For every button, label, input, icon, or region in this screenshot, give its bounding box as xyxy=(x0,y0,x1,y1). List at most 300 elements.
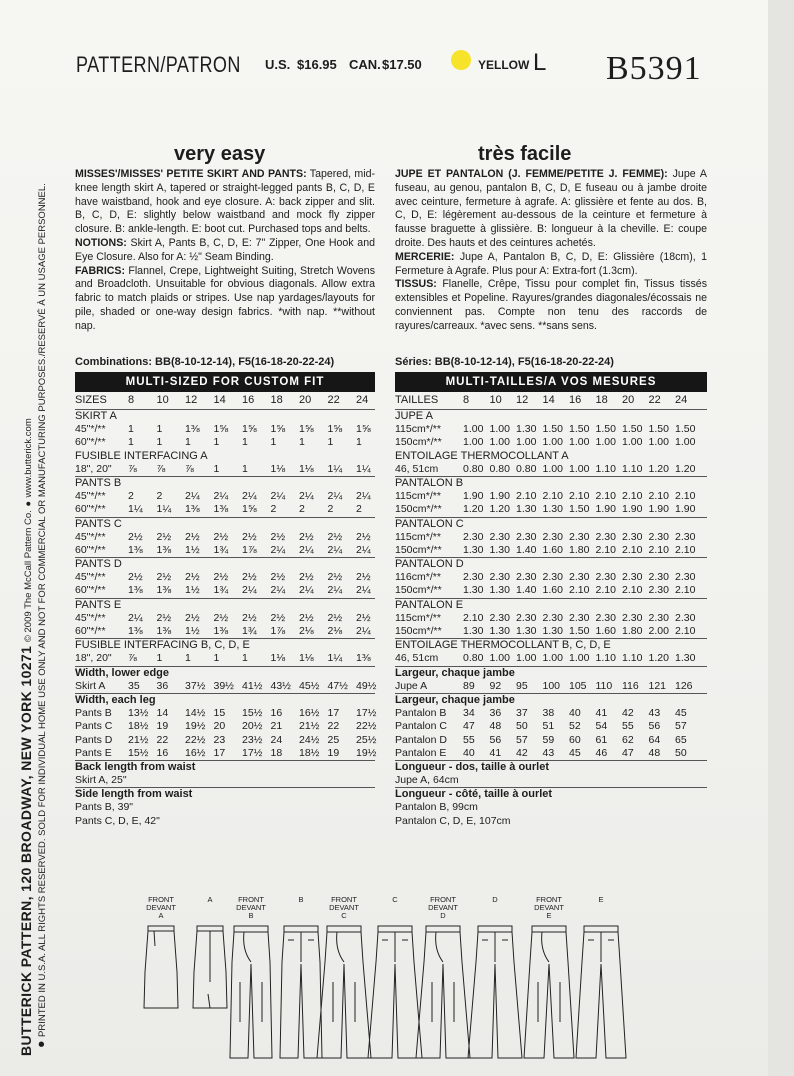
desc-title-fr: JUPE ET PANTALON (J. FEMME/PETITE J. FEMME): xyxy=(395,168,668,180)
french-value-cell: 56 xyxy=(489,733,502,746)
french-value-cell: 37 xyxy=(516,707,528,720)
english-value-cell: 2¼ xyxy=(356,543,371,556)
english-row-label: Width, lower edge xyxy=(75,666,170,679)
french-row-label: PANTALON B xyxy=(395,476,464,489)
english-value-cell: 15½ xyxy=(242,707,263,720)
view-label xyxy=(568,896,634,922)
french-row-label: 46, 51cm xyxy=(395,652,439,665)
french-value-cell: 89 xyxy=(463,679,475,692)
desc-title-en: MISSES'/MISSES' PETITE SKIRT AND PANTS: xyxy=(75,168,307,180)
french-value-cell: 92 xyxy=(489,679,502,692)
english-value-cell: 2½ xyxy=(327,530,343,543)
french-value-cell: 2.30 xyxy=(569,530,590,543)
english-value-cell: 45½ xyxy=(299,679,320,692)
english-value-cell: 14½ xyxy=(185,707,206,720)
english-value-cell: 1 xyxy=(213,462,220,475)
french-value-cell: 1.40 xyxy=(516,584,537,597)
english-value-cell: 1⅝ xyxy=(242,503,257,516)
english-size-cell: 18 xyxy=(270,394,283,406)
french-value-cell: 1.30 xyxy=(516,625,537,637)
english-value-cell: 2⅛ xyxy=(327,625,343,637)
french-value-cell: 1.60 xyxy=(542,543,563,556)
french-table-section xyxy=(395,599,707,612)
english-value-cell: 1 xyxy=(128,436,134,449)
english-row-label: Pants B xyxy=(75,707,112,720)
view-caption: FRONT DEVANT xyxy=(236,895,266,912)
english-value-cell: 1⅜ xyxy=(156,543,172,556)
french-value-cell: 2.30 xyxy=(542,611,563,624)
english-row-label: 45"*/** xyxy=(75,571,106,584)
english-row-label: 60"*/** xyxy=(75,436,106,449)
english-row-label: Side length from waist xyxy=(75,788,193,801)
bullet-icon: ● xyxy=(34,1040,48,1048)
view-caption: FRONT DEVANT xyxy=(534,895,564,912)
desc-text-en: Tapered, mid-knee length skirt A, tapered or straight-legged pants B, C, D, E have waistband, hook and eye closure. A: back zipper and slit. B, C, D, E: slightly below waistband and mock fly zipper closure. B: ankle-length. E: boot cut. Purchased tops and belts. xyxy=(75,168,375,236)
english-value-cell: 2½ xyxy=(156,611,172,624)
english-table-section xyxy=(75,558,375,571)
notions-title-en: NOTIONS: xyxy=(75,236,127,249)
french-value-cell: 2.30 xyxy=(595,611,616,624)
english-table-row xyxy=(75,463,375,477)
english-value-cell: ⅞ xyxy=(185,462,194,475)
english-value-cell: 1⅜ xyxy=(128,584,143,597)
english-row-label: 45"*/** xyxy=(75,530,106,543)
table-title-fr: MULTI-TAILLES/A VOS MESURES xyxy=(395,372,707,392)
french-value-cell: 2.10 xyxy=(648,543,669,556)
french-value-cell: 60 xyxy=(569,733,581,746)
yardage-table-en xyxy=(75,394,375,828)
french-row-label: 150cm*/** xyxy=(395,625,442,637)
french-row-label: PANTALON E xyxy=(395,598,464,611)
french-value-cell: 121 xyxy=(648,679,667,692)
combinations-en: Combinations: BB(8-10-12-14), F5(16-18-20-22-24) xyxy=(75,356,335,368)
english-value-cell: 1⅞ xyxy=(270,625,286,637)
english-value-cell: 2¼ xyxy=(327,543,343,556)
french-value-cell: 1.10 xyxy=(595,652,616,665)
french-value-cell: 1.80 xyxy=(622,625,643,637)
french-value-cell: 0.80 xyxy=(516,462,537,475)
english-value-cell: 2¼ xyxy=(356,490,371,503)
english-value-cell: 2½ xyxy=(156,571,172,584)
french-value-cell: 2.00 xyxy=(648,625,669,637)
french-table-row xyxy=(395,734,707,747)
french-row-label: PANTALON D xyxy=(395,558,464,571)
english-value-cell: 21 xyxy=(270,720,283,733)
english-value-cell: 24½ xyxy=(299,733,320,746)
english-value-cell: 2½ xyxy=(356,611,371,624)
french-table-row xyxy=(395,747,707,761)
english-value-cell: 13½ xyxy=(128,707,149,720)
english-value-cell: 1⅜ xyxy=(156,625,172,637)
french-value-cell: 2.30 xyxy=(622,571,643,584)
english-size-cell: 12 xyxy=(185,394,198,406)
english-value-cell: 22 xyxy=(156,733,169,746)
english-value-cell: 2½ xyxy=(156,530,172,543)
french-value-cell: 64 xyxy=(648,733,661,746)
english-row-label: PANTS E xyxy=(75,598,122,611)
english-value-cell: 16½ xyxy=(299,707,320,720)
english-value-cell: 35 xyxy=(128,679,140,692)
pattern-number: B5391 xyxy=(606,50,702,87)
english-value-cell: 1⅝ xyxy=(356,423,371,436)
english-value-cell: 1 xyxy=(242,652,248,665)
english-row-label: Width, each leg xyxy=(75,693,156,706)
french-row-label: ENTOILAGE THERMOCOLLANT B, C, D, E xyxy=(395,639,611,652)
french-value-cell: 1.20 xyxy=(648,462,669,475)
french-value-cell: 1.00 xyxy=(569,436,590,449)
french-value-cell: 1.00 xyxy=(595,436,616,449)
view-letter: C xyxy=(341,911,347,920)
english-value-cell: 1 xyxy=(213,436,220,449)
view-letter: D xyxy=(440,911,446,920)
english-value-cell: 1⅜ xyxy=(213,625,229,637)
french-value-cell: 45 xyxy=(569,746,581,759)
english-table-section xyxy=(75,788,375,801)
combinations-fr: Séries: BB(8-10-12-14), F5(16-18-20-22-24) xyxy=(395,356,614,368)
english-size-cell: 16 xyxy=(242,394,255,406)
french-value-cell: 1.30 xyxy=(489,543,510,556)
french-value-cell: 56 xyxy=(648,720,661,733)
english-value-cell: 1½ xyxy=(185,543,200,556)
english-size-cell: 24 xyxy=(356,394,369,406)
french-value-cell: 1.20 xyxy=(489,503,510,516)
french-value-cell: 43 xyxy=(542,746,555,759)
french-value-cell: 1.30 xyxy=(542,503,563,516)
english-row-label: 60"*/** xyxy=(75,503,106,516)
french-table-row xyxy=(395,463,707,477)
english-table-section xyxy=(75,667,375,680)
french-value-cell: 1.30 xyxy=(542,625,563,637)
french-row-label: ENTOILAGE THERMOCOLLANT A xyxy=(395,449,569,462)
english-value-cell: 2½ xyxy=(299,611,314,624)
french-row-label: Pantalon D xyxy=(395,733,447,746)
english-size-cell: 20 xyxy=(299,394,312,406)
french-value-cell: 2.30 xyxy=(569,571,590,584)
english-value-cell: 2¼ xyxy=(270,584,286,597)
french-value-cell: 41 xyxy=(489,746,502,759)
english-value-cell: 1⅝ xyxy=(270,423,286,436)
english-value-cell: 2¼ xyxy=(242,584,257,597)
english-value-cell: 1¼ xyxy=(356,462,371,475)
french-value-cell: 116 xyxy=(622,679,639,692)
french-value-cell: 2.10 xyxy=(516,490,537,503)
french-value-cell: 1.00 xyxy=(489,423,510,436)
english-value-cell: 1 xyxy=(128,423,134,436)
english-table-row xyxy=(75,734,375,747)
french-value-cell: 2.10 xyxy=(675,490,696,503)
english-table-row xyxy=(75,652,375,666)
notions-text-fr: Jupe A, Pantalon B, C, D, E: Glissière (18cm), 1 Fermeture à Agrafe. Plus pour A: Extra-fort (1.3cm). xyxy=(395,250,707,277)
english-row-label: Pants E xyxy=(75,746,112,759)
french-value-cell: 105 xyxy=(569,679,587,692)
french-value-cell: 1.00 xyxy=(489,436,510,449)
french-table-row xyxy=(395,584,707,598)
english-value-cell: 2¼ xyxy=(270,543,286,556)
english-value-cell: 2 xyxy=(270,503,277,516)
english-value-cell: 2¼ xyxy=(299,543,314,556)
english-size-cell: 14 xyxy=(213,394,226,406)
french-row-label: Longueur - dos, taille à ourlet xyxy=(395,760,550,773)
french-value-cell: 2.10 xyxy=(675,543,696,556)
pants-drawing-icon xyxy=(568,922,634,1062)
english-value-cell: 16 xyxy=(156,746,169,759)
french-value-cell: 1.90 xyxy=(648,503,669,516)
french-row-label: JUPE A xyxy=(395,410,433,422)
pattern-label: PATTERN/PATRON xyxy=(76,52,241,77)
view-letter: E xyxy=(598,895,604,904)
english-value-cell: 49½ xyxy=(356,679,377,692)
french-row-label: 115cm*/** xyxy=(395,611,441,624)
english-value-cell: 22 xyxy=(327,720,340,733)
english-value-cell: 1⅛ xyxy=(270,652,286,665)
can-price: $17.50 xyxy=(382,57,422,72)
french-size-label: TAILLES xyxy=(395,394,439,406)
english-row-label: 60"*/** xyxy=(75,625,106,637)
english-value-cell: 16 xyxy=(270,707,283,720)
english-value-cell: 2½ xyxy=(128,571,143,584)
french-value-cell: 2.10 xyxy=(648,490,669,503)
french-value-cell: 41 xyxy=(595,707,608,720)
english-value-cell: 2 xyxy=(327,503,334,516)
english-table-row xyxy=(75,584,375,598)
english-value-cell: 1¾ xyxy=(213,584,229,597)
french-value-cell: 40 xyxy=(569,707,581,720)
english-value-cell: 1¼ xyxy=(156,503,172,516)
french-value-cell: 1.00 xyxy=(569,462,590,475)
english-value-cell: 18 xyxy=(270,746,283,759)
english-value-cell: 19 xyxy=(327,746,340,759)
french-value-cell: 55 xyxy=(622,720,634,733)
english-value-cell: 21½ xyxy=(128,733,149,746)
french-value-cell: 2.30 xyxy=(463,571,484,584)
english-value-cell: 1⅜ xyxy=(156,584,172,597)
english-size-cell: 8 xyxy=(128,394,135,406)
english-value-cell: ⅞ xyxy=(156,462,166,475)
french-value-cell: 1.50 xyxy=(542,423,563,436)
french-value-cell: 48 xyxy=(648,746,661,759)
english-row-label: Pants C, D, E, 42" xyxy=(75,814,160,827)
english-value-cell: 2½ xyxy=(185,571,200,584)
english-table-section xyxy=(75,761,375,774)
french-value-cell: 2.30 xyxy=(595,571,616,584)
english-value-cell: 1 xyxy=(242,436,248,449)
english-value-cell: 1⅜ xyxy=(213,503,229,516)
english-value-cell: 2 xyxy=(356,503,362,516)
english-value-cell: 1 xyxy=(299,436,305,449)
english-table-section xyxy=(75,639,375,652)
view-caption: FRONT DEVANT xyxy=(146,895,176,912)
french-value-cell: 1.90 xyxy=(489,490,510,503)
english-row-label: 60"*/** xyxy=(75,584,106,597)
english-value-cell: 2¼ xyxy=(270,490,286,503)
french-value-cell: 1.00 xyxy=(648,436,669,449)
french-table-section xyxy=(395,667,707,680)
english-table-section xyxy=(75,599,375,612)
french-value-cell: 1.00 xyxy=(675,436,696,449)
french-table-row xyxy=(395,720,707,733)
french-value-cell: 59 xyxy=(542,733,555,746)
view-letter: C xyxy=(392,895,398,904)
french-value-cell: 2.30 xyxy=(648,530,669,543)
english-value-cell: 1⅛ xyxy=(270,462,286,475)
french-row-label: 115cm*/** xyxy=(395,490,441,503)
notions-title-fr: MERCERIE: xyxy=(395,250,455,263)
english-value-cell: 2½ xyxy=(356,530,371,543)
us-label: U.S. xyxy=(265,57,291,72)
english-table-section xyxy=(75,410,375,423)
french-value-cell: 57 xyxy=(516,733,528,746)
french-value-cell: 2.30 xyxy=(675,611,696,624)
french-table-row xyxy=(395,503,707,517)
french-table-section xyxy=(395,788,707,801)
english-value-cell: 2¼ xyxy=(356,625,371,637)
english-row-label: PANTS D xyxy=(75,558,122,571)
english-value-cell: 17 xyxy=(213,746,226,759)
french-size-cell: 18 xyxy=(595,394,608,406)
english-value-cell: 1¾ xyxy=(213,543,229,556)
english-value-cell: 2¼ xyxy=(299,584,314,597)
english-value-cell: 2¼ xyxy=(213,490,229,503)
side-imprint xyxy=(34,183,48,1048)
french-value-cell: 1.30 xyxy=(489,625,510,637)
french-table-row xyxy=(395,625,707,639)
french-table-section xyxy=(395,410,707,423)
french-value-cell: 2.30 xyxy=(542,571,563,584)
english-value-cell: 18½ xyxy=(128,720,149,733)
french-value-cell: 1.50 xyxy=(622,423,643,436)
english-value-cell: 1⅛ xyxy=(299,652,314,665)
yardage-table-fr xyxy=(395,394,707,828)
french-size-cell: 8 xyxy=(463,394,470,406)
french-value-cell: 1.20 xyxy=(675,462,696,475)
french-table-section xyxy=(395,518,707,531)
french-value-cell: 1.30 xyxy=(463,543,484,556)
french-row-label: Pantalon C xyxy=(395,720,447,733)
french-size-cell: 22 xyxy=(648,394,661,406)
french-value-cell: 2.10 xyxy=(463,611,484,624)
bullet-icon: ● xyxy=(23,500,34,507)
english-value-cell: 2¼ xyxy=(128,611,143,624)
english-value-cell: 19 xyxy=(156,720,169,733)
english-value-cell: 2¼ xyxy=(327,490,343,503)
english-value-cell: 17 xyxy=(327,707,340,720)
english-table-row xyxy=(75,625,375,639)
french-value-cell: 2.30 xyxy=(516,530,537,543)
english-row-label: Pants D xyxy=(75,733,113,746)
fabrics-title-fr: TISSUS: xyxy=(395,278,437,291)
english-value-cell: 22½ xyxy=(185,733,206,746)
english-value-cell: 21½ xyxy=(299,720,320,733)
english-value-cell: 2½ xyxy=(242,571,257,584)
french-value-cell: 51 xyxy=(542,720,555,733)
english-row-label: Skirt A xyxy=(75,679,106,692)
english-value-cell: 2¼ xyxy=(185,490,200,503)
french-row-label: 115cm*/** xyxy=(395,530,441,543)
french-value-cell: 0.80 xyxy=(489,462,510,475)
french-size-cell: 20 xyxy=(622,394,635,406)
english-row-label: FUSIBLE INTERFACING A xyxy=(75,449,208,462)
fabrics-text-fr: Flanelle, Crêpe, Tissu pour complet fin, Tissus tissés extensibles et Popeline. Rayures/grandes diagonales/écossais ne conviennent pas. Compte non tenu des raccords de rayures/carreaux. *avec sens. **sans sens. xyxy=(395,278,707,332)
english-value-cell: 2½ xyxy=(327,571,343,584)
english-value-cell: 39½ xyxy=(213,679,234,692)
french-value-cell: 1.90 xyxy=(622,503,643,516)
french-value-cell: 52 xyxy=(569,720,581,733)
english-value-cell: 15 xyxy=(213,707,226,720)
english-value-cell: 2½ xyxy=(213,571,229,584)
french-value-cell: 55 xyxy=(463,733,475,746)
english-table-section xyxy=(75,518,375,531)
english-value-cell: 2½ xyxy=(242,530,257,543)
english-value-cell: 17½ xyxy=(356,707,377,720)
french-row-label: Largeur, chaque jambe xyxy=(395,693,515,706)
english-value-cell: 1⅝ xyxy=(327,423,343,436)
english-value-cell: 36 xyxy=(156,679,169,692)
french-value-cell: 48 xyxy=(489,720,502,733)
english-value-cell: 2½ xyxy=(185,611,200,624)
french-value-cell: 1.30 xyxy=(675,652,696,665)
english-value-cell: 1¾ xyxy=(242,625,257,637)
english-table-row xyxy=(75,612,375,625)
french-row-label: Pantalon B, 99cm xyxy=(395,801,478,814)
french-value-cell: 1.30 xyxy=(516,423,537,436)
english-value-cell: 47½ xyxy=(327,679,348,692)
english-header-row xyxy=(75,394,375,410)
english-row-label: Skirt A, 25" xyxy=(75,774,127,787)
side-notice: PRINTED IN U.S.A. ALL RIGHTS RESERVED. SOLD FOR INDIVIDUAL HOME USE ONLY AND NOT FOR COMMERCIAL OR MANUFACTURING PURPOSES./RESERVÉ À UN USAGE PERSONNEL. xyxy=(37,183,48,1037)
english-table-row xyxy=(75,490,375,503)
english-value-cell: 14 xyxy=(156,707,169,720)
english-value-cell: 25 xyxy=(327,733,340,746)
french-value-cell: 1.00 xyxy=(542,436,563,449)
french-table-row xyxy=(395,544,707,558)
french-value-cell: 1.30 xyxy=(463,625,484,637)
french-row-label: Jupe A, 64cm xyxy=(395,774,459,787)
english-table-row xyxy=(75,680,375,694)
french-table-section xyxy=(395,639,707,652)
french-table-section xyxy=(395,761,707,774)
french-value-cell: 2.30 xyxy=(648,611,669,624)
french-size-cell: 10 xyxy=(489,394,502,406)
french-row-label: 150cm*/** xyxy=(395,543,442,556)
english-row-label: Back length from waist xyxy=(75,760,196,773)
english-value-cell: 24 xyxy=(270,733,283,746)
french-value-cell: 42 xyxy=(622,707,634,720)
french-value-cell: 1.10 xyxy=(622,652,643,665)
english-value-cell: 2½ xyxy=(270,530,286,543)
english-value-cell: 20 xyxy=(213,720,226,733)
french-table-row xyxy=(395,707,707,720)
french-table-row xyxy=(395,680,707,694)
french-table-row xyxy=(395,436,707,449)
can-label: CAN. xyxy=(349,57,381,72)
french-value-cell: 65 xyxy=(675,733,687,746)
french-value-cell: 1.50 xyxy=(569,625,590,637)
english-row-label: 45"*/** xyxy=(75,611,106,624)
side-copyright: © 2009 The McCall Pattern Co. xyxy=(23,510,34,643)
english-value-cell: 1 xyxy=(356,436,362,449)
english-value-cell: 2½ xyxy=(270,571,286,584)
french-value-cell: 61 xyxy=(595,733,608,746)
english-value-cell: 1 xyxy=(270,436,277,449)
english-description xyxy=(75,168,375,334)
english-value-cell: 1⅝ xyxy=(299,423,314,436)
side-company-line xyxy=(18,418,34,1056)
french-value-cell: 2.10 xyxy=(569,490,590,503)
french-value-cell: 100 xyxy=(542,679,561,692)
english-value-cell: 1 xyxy=(242,462,248,475)
french-row-label: Pantalon E xyxy=(395,746,447,759)
english-table-section xyxy=(75,774,375,788)
